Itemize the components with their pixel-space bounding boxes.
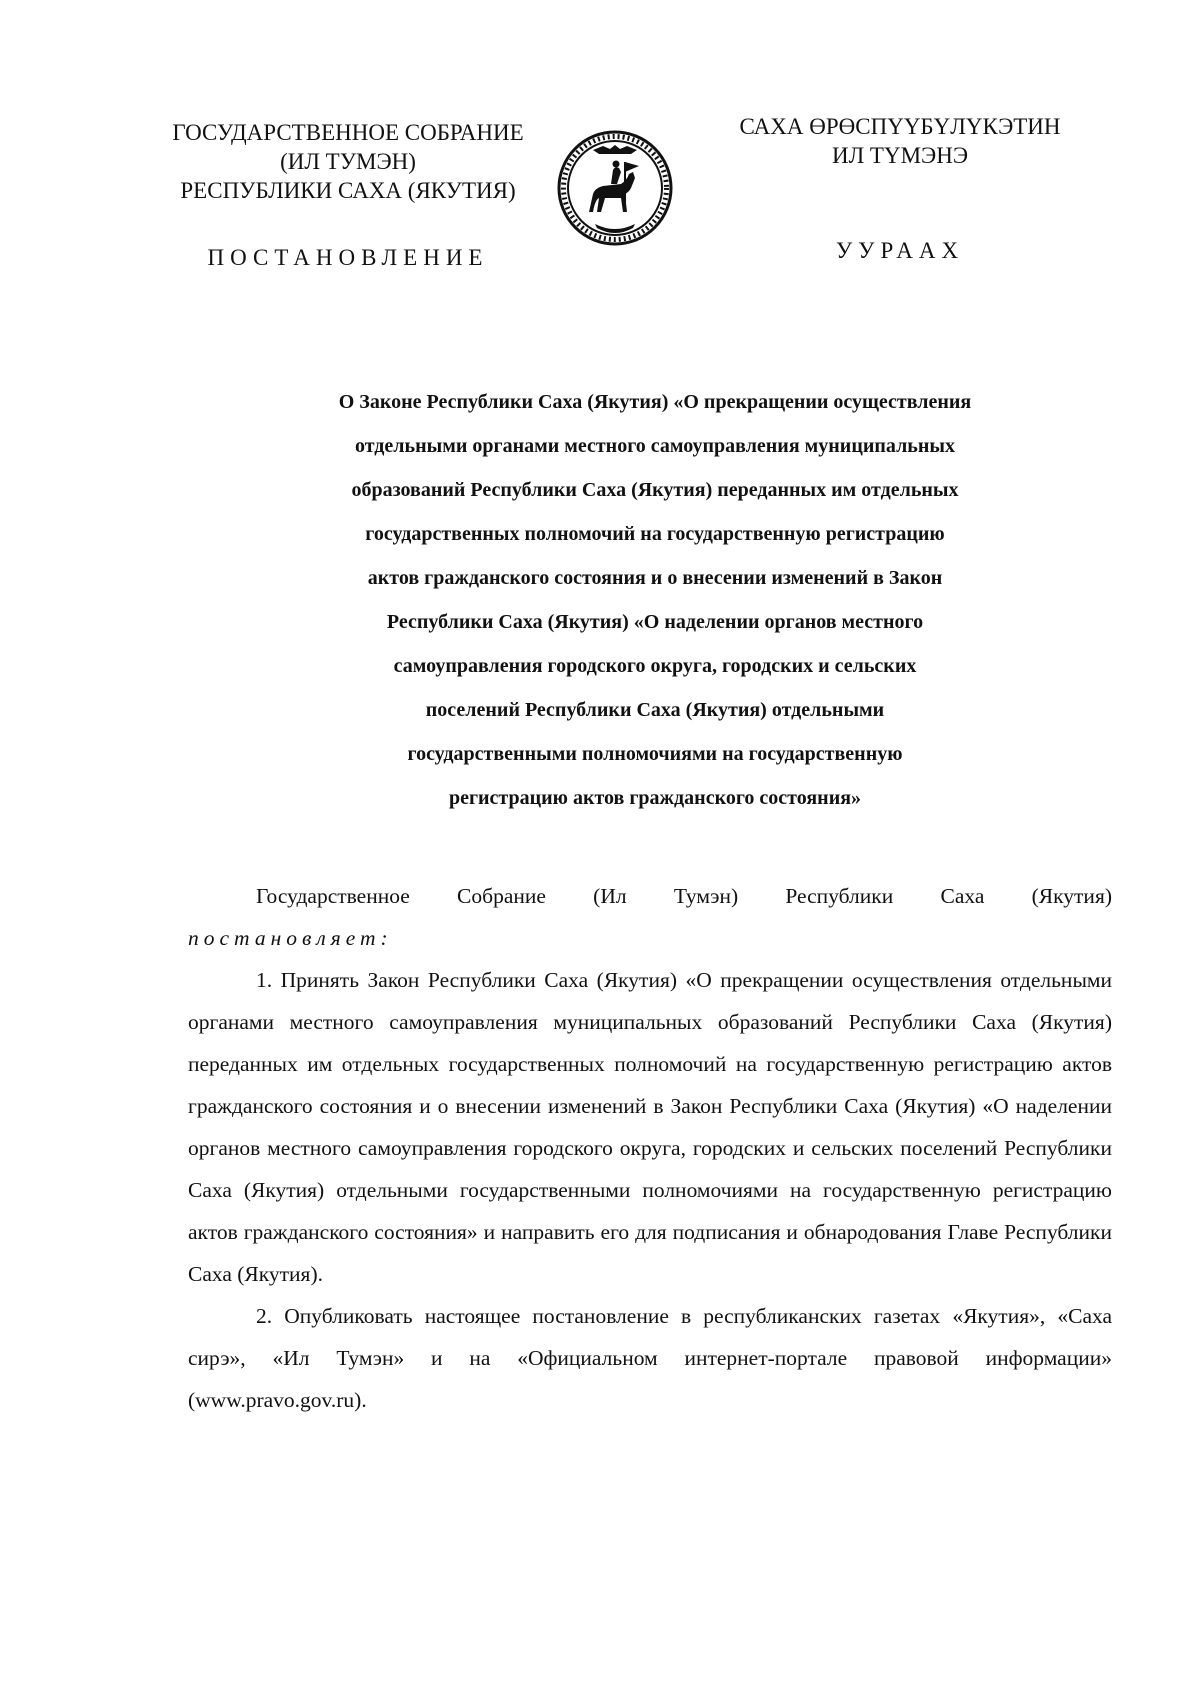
title-line-7: самоуправления городского округа, городских и сельских [393,655,917,677]
title-line-10: регистрацию актов гражданского состояния» [448,787,862,809]
title-line-3: образований Республики Саха (Якутия) переданных им отдельных [351,479,959,501]
doc-type-russian: ПОСТАНОВЛЕНИЕ [207,245,489,270]
paragraph-2: 2. Опубликовать настоящее постановление в республиканских газетах «Якутия», «Саха сирэ», «Ил Тумэн» и на «Официальном интернет-портале правовой информации» (www.pravo.gov.ru). [188,1304,1112,1412]
title-line-4: государственных полномочий на государственную регистрацию [365,523,945,545]
title-line-8: поселений Республики Саха (Якутия) отдельными [425,699,885,721]
header-left-line-1: ГОСУДАРСТВЕННОЕ СОБРАНИЕ [172,120,524,145]
document-title [228,380,1082,820]
header-right-line-2: ИЛ ТҮМЭНЭ [831,143,969,168]
header-right [700,112,1100,170]
title-line-2: отдельными органами местного самоуправления муниципальных [354,435,956,457]
title-line-5: актов гражданского состояния и о внесении изменений в Закон [367,567,943,589]
intro-line: Государственное Собрание (Ил Тумэн) Республики Саха (Якутия) [256,884,1112,908]
header-left-line-2: (ИЛ ТУМЭН) [280,149,416,174]
title-line-1: О Законе Республики Саха (Якутия) «О прекращении осуществления [338,391,972,413]
title-line-6: Республики Саха (Якутия) «О наделении органов местного [386,611,924,633]
header-left [148,118,548,205]
header-right-line-1: САХА ӨРӨСПҮҮБҮЛҮКЭТИН [739,114,1061,139]
title-line-9: государственными полномочиями на государственную [407,743,903,765]
sakha-republic-coat-of-arms-icon [555,128,675,248]
document-body [188,875,1112,1421]
decree-word: постановляет: [188,926,393,950]
paragraph-1: 1. Принять Закон Республики Саха (Якутия) «О прекращении осуществления отдельными органами местного самоуправления муниципальных образований Республики Саха (Якутия) переданных им отдельных государственных полномочий на государственную регистрацию актов гражданского состояния и о внесении изменений в Закон Республики Саха (Якутия) «О наделении органов местного самоуправления городского округа, городских и сельских поселений Республики Саха (Якутия) отдельными государственными полномочиями на государственную регистрацию актов гражданского состояния» и направить его для подписания и обнародования Главе Республики Саха (Якутия). [188,968,1112,1286]
doc-type-yakut: УУРААХ [835,238,965,263]
header-left-line-3: РЕСПУБЛИКИ САХА (ЯКУТИЯ) [180,178,516,203]
